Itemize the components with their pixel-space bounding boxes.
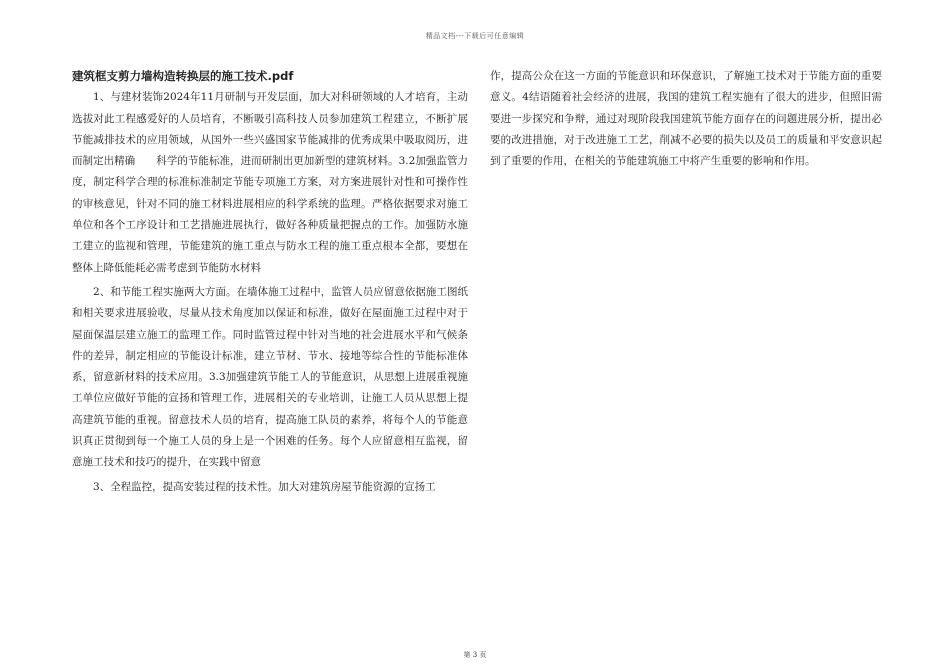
paragraph-2: 2、和节能工程实施两大方面。在墙体施工过程中，监管人员应留意依据施工图纸和相关要求进展验收，尽量从技术角度加以保证和标准，做好在屋面施工过程中对于屋面保温层建立施工的监理工作。同时监管过程中针对当地的社会进展水平和气候条件的差异，制定相应的节能设计标准，建立节材、节水、接地等综合性的节能标准体系，留意新材料的技术应用。3.3加强建筑节能工人的节能意识，从思想上进展重视施工单位应做好节能的宣扬和管理工作，进展相关的专业培训，让施工人员从思想上提高建筑节能的重视。留意技术人员的培育，提高施工队员的素养，将每个人的节能意识真正贯彻到每一个施工人员的身上是一个困难的任务。每个人应留意相互监视，留意施工技术和技巧的提升，在实践中留意 <box>72 285 468 469</box>
paragraph-1: 1、与建材装饰2024年11月研制与开发层面，加大对科研领域的人才培育，主动选拔对此工程感爱好的人员培育，不断吸引高科技人员参加建筑工程建立，不断扩展节能减排技术的应用领域，从国外一些兴盛国家节能减排的优秀成果中吸取阅历，进而制定出精确 科学的节能标准，进而研制出更加新型的建筑材料。3.2加强监管力度，制定科学合理的标准标准制定节能专项施工方案，对方案进展针对性和可操作性的审核意见，针对不同的施工材料进展相应的科学系统的监理。严格依据要求对施工单位和各个工序设计和工艺措施进展执行，做好各种质量把握点的工作。加强防水施工建立的监视和管理，节能建筑的施工重点与防水工程的施工重点根本全都，要想在整体上降低能耗必需考虑到节能防水材料 <box>72 91 468 274</box>
page-number: 第 3 页 <box>463 651 487 659</box>
document-title: 建筑框支剪力墙构造转换层的施工技术.pdf <box>72 69 294 83</box>
paragraph-3-continuation: 作，提高公众在这一方面的节能意识和环保意识，了解施工技术对于节能方面的重要意义。4结语随着社会经济的进展，我国的建筑工程实施有了很大的进步，但照旧需要进一步探究和争辩，通过对现阶段我国建筑节能方面存在的问题进展分析，提出必要的改进措施，对于改进施工工艺，削减不必要的损失以及员工的质量和平安意识起到了重要的作用，在相关的节能建筑施工中将产生重要的影响和作用。 <box>490 70 882 168</box>
paragraph-3: 3、全程监控，提高安装过程的技术性。加大对建筑房屋节能资源的宣扬工 <box>93 480 436 493</box>
left-column <box>72 66 468 501</box>
header-note: 精品文档---下载后可任意编辑 <box>425 32 525 40</box>
right-column <box>490 66 882 172</box>
